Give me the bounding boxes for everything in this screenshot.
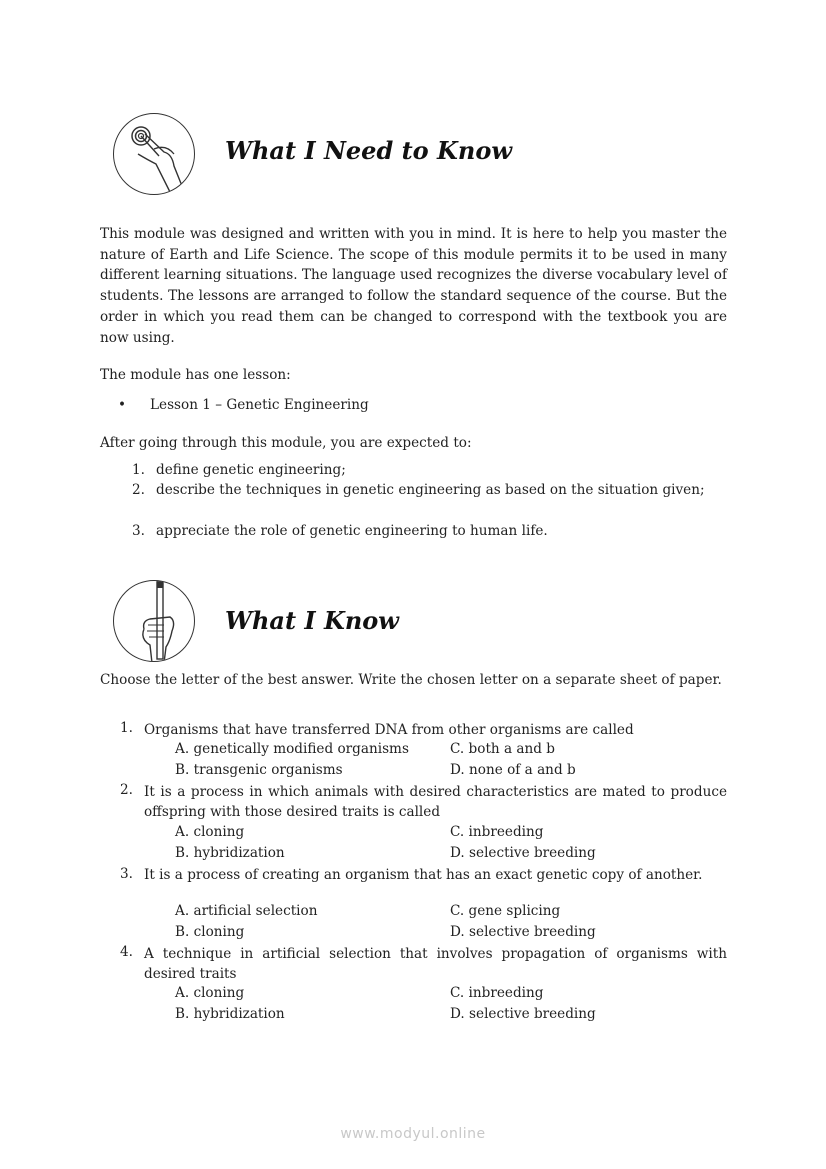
- option-c: C. both a and b: [450, 741, 555, 757]
- hand-pointing-icon: [113, 113, 195, 195]
- option-b: B. hybridization: [175, 845, 285, 861]
- option-a: A. cloning: [175, 985, 245, 1001]
- option-c: C. inbreeding: [450, 985, 544, 1001]
- objective-item: describe the techniques in genetic engineering as based on the situation given;: [156, 482, 705, 498]
- option-c: C. inbreeding: [450, 824, 544, 840]
- question-text: Organisms that have transferred DNA from other organisms are called: [144, 722, 634, 738]
- question-text: It is a process of creating an organism that has an exact genetic copy of another.: [144, 867, 703, 883]
- question-number: 4.: [120, 944, 133, 960]
- option-b: B. cloning: [175, 924, 245, 940]
- question-text: A technique in artificial selection that involves propagation of organisms with desired traits: [144, 946, 727, 982]
- question-number: 1.: [120, 720, 133, 736]
- objective-item: appreciate the role of genetic engineering to human life.: [156, 523, 548, 539]
- objective-number: 3.: [132, 523, 145, 539]
- option-d: D. none of a and b: [450, 762, 576, 778]
- objectives-intro: After going through this module, you are expected to:: [100, 435, 472, 451]
- hand-holding-pencil-icon: [113, 580, 195, 662]
- option-d: D. selective breeding: [450, 924, 596, 940]
- intro-paragraph: This module was designed and written with you in mind. It is here to help you master the nature of Earth and Life Science. The scope of this module permits it to be used in many different learning situations. The language used recognizes the diverse vocabulary level of students. The lessons are arranged to follow the standard sequence of the course. But the order in which you read them can be changed to correspond with the textbook you are now using.: [100, 226, 727, 346]
- section-title: What I Know: [225, 606, 399, 635]
- option-a: A. artificial selection: [175, 903, 318, 919]
- bullet-icon: •: [118, 397, 127, 413]
- option-b: B. hybridization: [175, 1006, 285, 1022]
- option-d: D. selective breeding: [450, 845, 596, 861]
- option-a: A. genetically modified organisms: [175, 741, 409, 757]
- objective-item: define genetic engineering;: [156, 462, 346, 478]
- section-title: What I Need to Know: [225, 136, 513, 165]
- option-b: B. transgenic organisms: [175, 762, 343, 778]
- question-number: 3.: [120, 866, 133, 882]
- lesson-item: Lesson 1 – Genetic Engineering: [150, 397, 369, 413]
- question-text: It is a process in which animals with desired characteristics are mated to produce offspring with those desired traits is called: [144, 784, 727, 820]
- question-number: 2.: [120, 782, 133, 798]
- option-c: C. gene splicing: [450, 903, 561, 919]
- watermark: www.modyul.online: [340, 1126, 486, 1142]
- objective-number: 2.: [132, 482, 145, 498]
- option-a: A. cloning: [175, 824, 245, 840]
- instructions: Choose the letter of the best answer. Write the chosen letter on a separate sheet of paper.: [100, 672, 722, 688]
- objective-number: 1.: [132, 462, 145, 478]
- lesson-intro: The module has one lesson:: [100, 367, 291, 383]
- option-d: D. selective breeding: [450, 1006, 596, 1022]
